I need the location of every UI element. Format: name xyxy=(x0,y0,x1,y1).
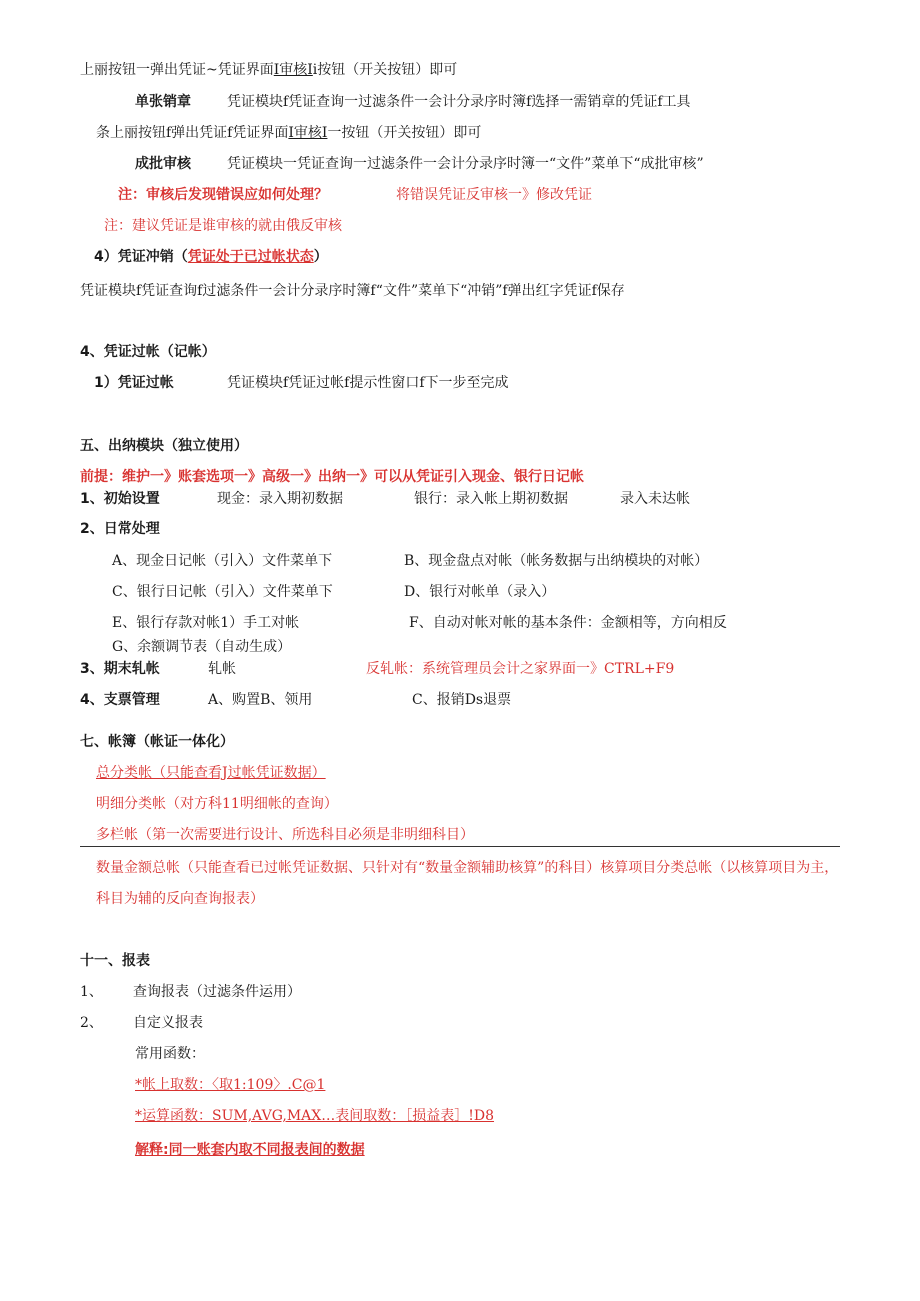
ledger-heading: 七、帐簿（帐证一体化） xyxy=(80,734,234,750)
function-calc-fetch: *运算函数：SUM,AVG,MAX…表间取数：［损益表］!D8 xyxy=(135,1108,495,1124)
report-item-1-num: 1、 xyxy=(80,984,103,1000)
text-segment: 上丽按钮一弹出凭证~凭证界面 xyxy=(80,62,274,78)
text-segment: 一按钮（开关按钮）即可 xyxy=(327,125,482,141)
single-stamp-text: 凭证模块f凭证查询一过滤条件一会计分录序时簿f选择一需销章的凭证f工具 xyxy=(227,94,691,110)
posting-heading: 4、凭证过帐（记帐） xyxy=(80,344,216,360)
cheque-mgmt-c: C、报销Ds退票 xyxy=(412,692,512,708)
note-audit-answer: 将错误凭证反审核一》修改凭证 xyxy=(396,187,592,203)
text-line-3 xyxy=(96,124,481,142)
divider-line xyxy=(80,846,840,847)
initial-setup-bank: 银行：录入帐上期初数据 xyxy=(414,491,568,507)
initial-setup-unreconciled: 录入未达帐 xyxy=(620,491,690,507)
audit-term: I审核I xyxy=(273,62,313,78)
common-functions-label: 常用函数： xyxy=(135,1046,205,1062)
heading-text: 4）凭证冲销（ xyxy=(94,249,188,265)
report-item-2-num: 2、 xyxy=(80,1015,103,1031)
ledger-quantity-amount: 数量金额总帐（只能查看已过帐凭证数据、只针对有“数量金额辅助核算”的科目）核算项目分类总帐（以核算项目为主，科目为辅的反向查询报表） xyxy=(96,860,839,907)
initial-setup-cash: 现金：录入期初数据 xyxy=(217,491,343,507)
period-close-reverse: 反轧帐：系统管理员会计之家界面一》CTRL+F9 xyxy=(366,661,675,677)
daily-item-b: B、现金盘点对帐（帐务数据与出纳模块的对帐） xyxy=(404,553,709,569)
ledger-detail: 明细分类帐（对方科11明细帐的查询） xyxy=(96,796,338,812)
note-reverse-audit: 注：建议凭证是谁审核的就由俄反审核 xyxy=(104,218,342,234)
report-heading: 十一、报表 xyxy=(80,953,150,969)
cheque-mgmt-a: A、购置B、领用 xyxy=(208,692,313,708)
initial-setup-label: 1、初始设置 xyxy=(80,491,160,507)
daily-item-c: C、银行日记帐（引入）文件菜单下 xyxy=(112,584,333,600)
text-segment: 条上丽按钮f弹出凭证f凭证界面 xyxy=(96,125,289,141)
daily-item-g: G、余额调节表（自动生成） xyxy=(112,639,292,655)
voucher-reversal-heading xyxy=(94,248,328,266)
report-item-1: 查询报表（过滤条件运用） xyxy=(133,984,301,1000)
audit-term: I审核I xyxy=(288,125,328,141)
posting-item-text: 凭证模块f凭证过帐f提示性窗口f下一步至完成 xyxy=(227,375,509,391)
daily-item-a: A、现金日记帐（引入）文件菜单下 xyxy=(112,553,333,569)
single-stamp-label: 单张销章 xyxy=(135,94,191,110)
posting-item-label: 1）凭证过帐 xyxy=(94,375,174,391)
daily-item-f: F、自动对帐对帐的基本条件：金额相等，方向相反 xyxy=(409,615,727,631)
voucher-reversal-text: 凭证模块f凭证查询f过滤条件一会计分录序时簿f“文件”菜单下“冲销”f弹出红字凭证f保存 xyxy=(80,283,625,299)
posted-status-note: 凭证处于已过帐状态 xyxy=(187,249,314,265)
text-segment: i按钮（开关按钮）即可 xyxy=(312,62,458,78)
ledger-multicolumn: 多栏帐（第一次需要进行设计、所选科目必须是非明细科目） xyxy=(96,827,474,843)
cashier-premise: 前提：维护一》账套选项一》高级一》出纳一》可以从凭证引入现金、银行日记帐 xyxy=(80,469,584,485)
note-audit-question: 注：审核后发现错误应如何处理？ xyxy=(118,187,328,203)
daily-item-e: E、银行存款对帐1）手工对帐 xyxy=(112,615,300,631)
batch-audit-text: 凭证模块一凭证查询一过滤条件一会计分录序时簿一“文件”菜单下“成批审核” xyxy=(227,156,704,172)
ledger-general: 总分类帐（只能查看J过帐凭证数据） xyxy=(96,765,326,781)
period-close-label: 3、期末轧帐 xyxy=(80,661,160,677)
cheque-mgmt-label: 4、支票管理 xyxy=(80,692,160,708)
heading-text: ） xyxy=(313,249,328,265)
batch-audit-label: 成批审核 xyxy=(135,156,191,172)
report-explanation: 解释:同一账套内取不同报表间的数据 xyxy=(135,1142,365,1158)
daily-item-d: D、银行对帐单（录入） xyxy=(404,584,556,600)
text-line-1 xyxy=(80,61,457,79)
report-item-2: 自定义报表 xyxy=(133,1015,203,1031)
cashier-heading: 五、出纳模块（独立使用） xyxy=(80,438,248,454)
period-close-text: 轧帐 xyxy=(208,661,236,677)
function-account-fetch: *帐上取数：〈取1:109〉.C@1 xyxy=(135,1077,326,1093)
daily-processing-label: 2、日常处理 xyxy=(80,521,160,537)
